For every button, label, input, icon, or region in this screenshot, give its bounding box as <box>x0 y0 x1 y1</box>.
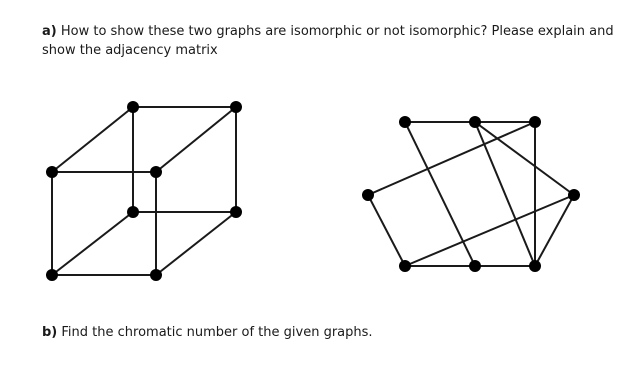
question-b-text: Find the chromatic number of the given graphs. <box>61 325 373 340</box>
star-graph-edge-8 <box>535 195 574 266</box>
star-graph-vertex-7 <box>529 116 541 128</box>
question-a-label: a) <box>42 24 57 39</box>
star-graph-edge-5 <box>368 195 405 266</box>
star-graph-vertex-6 <box>529 260 541 272</box>
star-graph-edge-7 <box>405 195 574 266</box>
question-a-text: How to show these two graphs are isomorphic or not isomorphic? Please explain and show the adjacency matrix <box>42 24 614 58</box>
star-graph-edge-1 <box>405 122 475 266</box>
star-graph-vertex-0 <box>399 116 411 128</box>
question-b-label: b) <box>42 325 58 340</box>
star-graph-vertex-1 <box>469 116 481 128</box>
star-graph-vertex-3 <box>568 189 580 201</box>
star-graph-vertex-5 <box>469 260 481 272</box>
question-part-b <box>42 323 602 342</box>
star-graph-vertex-2 <box>362 189 374 201</box>
star-graph-vertex-4 <box>399 260 411 272</box>
star-graph-edge-6 <box>368 122 535 195</box>
